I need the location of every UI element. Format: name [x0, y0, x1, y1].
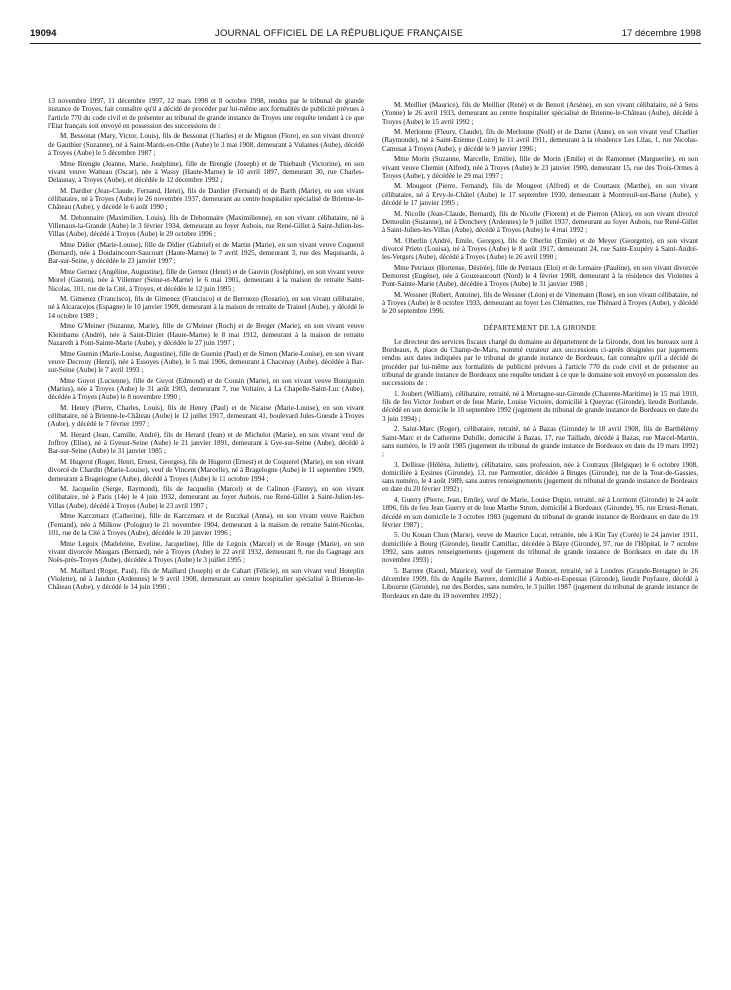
- header-rule: [30, 43, 701, 44]
- paragraph: M. Bessonat (Mary, Victor, Louis), fils de Bessonat (Charles) et de Mignon (Flore), en son vivant divorcé de Gauthier (Suzanne), né à Saint-Mards-en-Othe (Aube) le 3 mai 1908, demeurant à Vulaines (Aube), décédé à Troyes (Aube) le 5 décembre 1987 ;: [48, 132, 364, 157]
- paragraph: M. Oberlin (André, Emile, Georges), fils de Oberlin (Emile) et de Meyer (Georgette), en son vivant divorcé Prieto (Louisa), né à Troyes (Aube) le 8 août 1917, demeurant 24, rue Saint-Exupéry à Saint-André-les-Vergers (Aube), décédé à Troyes (Aube) le 26 avril 1990 ;: [382, 236, 698, 262]
- paragraph: M. Herard (Jean, Camille, André), fils de Herard (Jean) et de Michelot (Marie), en son vivant veuf de Joffroy (Elise), né à Gyesur-Seine (Aube) le 21 janvier 1891, demeurant à Gye-sur-Seine (Aube), décédé à Bar-sur-Seine (Aube) le 31 janvier 1985 ;: [48, 430, 364, 456]
- paragraph: Mme G'Meiner (Suzanne, Marie), fille de G'Meiner (Roch) et de Breger (Marie), en son vivant veuve Kleinhams (André), née à Saint-Dizier (Haute-Marne) le 8 mai 1912, demeurant à la maison de retraite Nazareth à Pont-Sainte-Marie (Aube), y décédée le 27 juin 1997 ;: [48, 322, 364, 347]
- paragraph: M. Dardier (Jean-Claude, Fernand, Henri), fils de Dardier (Fernand) et de Barth (Marie), en son vivant célibataire, né à Troyes (Aube) le 26 novembre 1937, demeurant au centre hospitalier spécialisé de Brienne-le-Château (Aube), y décédé le 6 août 1990 ;: [48, 186, 364, 212]
- paragraph: M. Jacquelin (Serge, Raymond), fils de Jacquelin (Marcel) et de Calinon (Fanny), en son vivant célibataire, né à Paris (14e) le 4 juin 1932, demeurant au foyer Aubois, rue René-Gillet à Saint-Julien-les-Villas (Aube), décédé à Troyes (Aube) le 23 avril 1997 ;: [48, 485, 364, 510]
- paragraph: Mme Karczmarz (Catherine), fille de Karczmarz et de Ruczkal (Anna), en son vivant veuve Raichon (Fernand), née à Milkow (Pologne) le 21 novembre 1904, demeurant à la maison de retraite Saint-Nicolas, 101, rue de la Cité à Troyes (Aube), décédée le 20 janvier 1996 ;: [48, 512, 364, 537]
- paragraph: M. Nicolle (Jean-Claude, Bernard), fils de Nicolle (Florent) et de Pierron (Alice), en son vivant divorcé Demoulin (Suzanne), né à Donchery (Ardennes) le 9 juillet 1937, demeurant au foyer Aubois, rue René-Gillet à Saint-Julien-les-Villas (Aube), décédé à Troyes (Aube) le 4 mai 1992 ;: [382, 209, 698, 235]
- section-title: DÉPARTEMENT DE LA GIRONDE: [483, 323, 597, 332]
- paragraph: Mme Guenin (Marie-Louise, Augustine), fille de Guenin (Paul) et de Simon (Marie-Louise), en son vivant veuve Decrouy (Henri), née à Essoyes (Aube), le 5 mai 1906, demeurant à Chacenay (Aube), décédée à Bar-sur-Seine (Aube) le 7 avril 1993 ;: [48, 349, 364, 375]
- paragraph: Mme Legoix (Madeleine, Eveline, Jacqueline), fille de Legoix (Marcel) et de Rouge (Marie), en son vivant divorcée Maugars (Bernard), née à Troyes (Aube) le 22 avril 1932, demeurant 9, rue du Gagnage aux Noës-près-Troyes (Aube), décédée à Troyes (Aube) le 3 juillet 1995 ;: [48, 539, 364, 564]
- paragraph: M. Meillier (Maurice), fils de Meillier (René) et de Benoit (Arsène), en son vivant célibataire, né à Sens (Yonne) le 26 avril 1933, demeurant au centre hospitalier spécialisé de Brienne-le-Château (Aube), décédé à Troyes (Aube) le 15 avril 1992 ;: [382, 101, 698, 126]
- paragraph: Mme Didier (Marie-Louise), fille de Didier (Gabriel) et de Martin (Marie), en son vivant veuve Coquerel (Bernard), née à Doulaincourt-Saucourt (Haute-Marne) le 7 avril 1925, demeurant 3, rue des Maquisards, à Bar-sur-Seine, y décédée le 23 janvier 1997 ;: [48, 240, 364, 266]
- paragraph: 5. Ou Kouan Chun (Marie), veuve de Maurice Lucat, retraitée, née à Kin Tay (Corée) le 24 janvier 1911, domiciliée à Bourg (Gironde), lieudit Camillac, décédée à Blaye (Gironde), 97, rue de l'Hôpital, le 7 octobre 1992, sans autres renseignements (jugement du tribunal de grande instance de Bordeaux en date du 18 novembre 1993) ;: [382, 531, 698, 565]
- paragraph: 4. Guerry (Pierre, Jean, Emile), veuf de Marie, Louise Dupin, retraité, né à Lormont (Gironde) le 24 août 1896, fils de feu Jean Guerry et de feue Marthe Strom, domicilié à Bordeaux (Gironde), 95, rue Ernest-Renan, décédé en son domicile le 3 octobre 1983 (jugement du tribunal de grande instance de Bordeaux en date du 19 février 1987) ;: [382, 496, 698, 529]
- right-column: [382, 101, 698, 602]
- paragraph: M. Maillard (Roger, Paul), fils de Maillard (Joseph) et de Cahart (Félicie), en son vivant veuf Hoteplin (Violette), né à Jandun (Ardennes) le 9 avril 1908, demeurant au centre hospitalier spécialisé à Brienne-le-Château (Aube), y décédé le 14 juin 1990 ;: [48, 566, 364, 592]
- paragraph: Mme Morin (Suzanne, Marcelle, Emilie), fille de Morin (Emile) et de Ramonnet (Marguerite), en son vivant veuve Chemin (Alfred), née à Troyes (Aube) le 23 janvier 1900, demeurant 15, rue des Trois-Ormes à Troyes (Aube), y décédée le 29 mai 1997 ;: [382, 155, 698, 180]
- paragraph: M. Debonnaire (Maximilien, Louis), fils de Debonnaire (Maximilienne), en son vivant célibataire, né à Villenaux-la-Grande (Aube) le 3 février 1934, demeurant au foyer Aubois, rue René-Gillet à Saint-Julien-les-Villas (Aube), décédé à Troyes (Aube) le 29 octobre 1996 ;: [48, 213, 364, 239]
- paragraph: Mme Petriaux (Hortense, Désirée), fille de Petriaux (Eloi) et de Lemaire (Pauline), en son vivant divorcée Demorest (Eugène), née à Gouzeaucourt (Nord) le 4 février 1908, demeurant à la résidence des Violettes à Pont-Sainte-Marie (Aube), décédée à Troyes (Aube) le 31 janvier 1988 ;: [382, 263, 698, 289]
- paragraph: M. Merlonne (Fleury, Claude), fils de Merlonne (Noël) et de Darne (Anne), en son vivant veuf Charlier (Raymonde), né à Saint-Etienne (Loire) le 11 avril 1911, demeurant à la résidence Les Lilas, 1, rue Nicolas-Camusat à Troyes (Aube), y décédé le 9 janvier 1996 ;: [382, 128, 698, 153]
- journal-title: JOURNAL OFFICIEL DE LA RÉPUBLIQUE FRANÇAISE: [215, 27, 464, 39]
- paragraph: Mme Guyot (Lucienne), fille de Guyot (Edmond) et de Cousin (Marie), en son vivant veuve Bourgouin (Marius), née à Troyes (Aube) le 31 août 1903, demeurant 7, rue Voltaire, à La Chapelle-Saint-Luc (Aube), décédée à Troyes (Aube) le 8 novembre 1990 ;: [48, 376, 364, 402]
- paragraph: M. Gimenez (Francisco), fils de Gimenez (Francisco) et de Berruezo (Rosario), en son vivant célibataire, né à Alcaracejos (Espagne) le 10 janvier 1909, demeurant à la maison de retraite de Trainel (Aube), y décédé le 14 octobre 1989 ;: [48, 295, 364, 320]
- page-header: [30, 26, 701, 40]
- paragraph: 13 novembre 1997, 11 décembre 1997, 12 mars 1998 et 8 octobre 1998, rendus par le tribunal de grande instance de Troyes, fait connaître qu'il a décidé de procéder par lui-même aux formalités de publicité prévues à l'article 770 du code civil et de présenter au tribunal de grande instance de Troyes une requête tendant à ce que l'Etat français soit envoyé en possession des successions de :: [48, 97, 364, 130]
- paragraph: Mme Gernez (Angéline, Augustine), fille de Gernez (Henri) et de Gauvin (Joséphine), en son vivant veuve Morel (Gaston), née à Villemer (Seine-et-Marne) le 6 mai 1901, demeurant à la maison de retraite Saint-Nicolas, 101, rue de la Cité, à Troyes, et décédée le 12 juin 1995 ;: [48, 268, 364, 293]
- issue-date: 17 décembre 1998: [621, 27, 701, 39]
- paragraph: 2. Saint-Marc (Roger), célibataire, retraité, né à Bazas (Gironde) le 18 avril 1908, fils de Barthélémy Saint-Marc et de Catherine Dubille, domicilié à Bazas, 17, rue Taillade, décédé à Bazas, rue Marcel-Martin, sans numéro, le 19 août 1985 (jugement du tribunal de grande instance de Bordeaux en date du 19 mars 1992) ;: [382, 425, 698, 459]
- paragraph: Le directeur des services fiscaux chargé du domaine au département de la Gironde, dont les bureaux sont à Bordeaux, 8, place du Champ-de-Mars, nommé curateur aux successions ci-après désignées par jugements rendus aux dates indiquées par le tribunal de grande instance de Bordeaux, fait connaître qu'il a décidé de procéder par lui-même aux formalités de publicité prévues à l'article 770 du code civil et de présenter au tribunal de grande instance de Bordeaux une requête tendant à ce que le domaine soit envoyé en possession des successions de :: [382, 337, 698, 388]
- page-number: 19094: [30, 27, 57, 39]
- paragraph: M. Hugerot (Roger, Henri, Ernest, Georges), fils de Hugerot (Ernest) et de Coquerel (Marie), en son vivant divorcé de Chardin (Marie-Louise), veuf de Vincent (Marcelle), né à Bragelogne (Aube) le 11 septembre 1909, demeurant à Bragelogne (Aube), décédé à Troyes (Aube) le 11 octobre 1994 ;: [48, 458, 364, 483]
- paragraph: M. Henry (Pierre, Charles, Louis), fils de Henry (Paul) et de Nicaise (Marie-Louise), en son vivant célibataire, né à Brienne-le-Château (Aube) le 12 juillet 1917, demeurant 41, boulevard Jules-Guesde à Troyes (Aube), y décédé le 7 février 1997 ;: [48, 403, 364, 429]
- paragraph: M. Mougeot (Pierre, Fernand), fils de Mougeot (Alfred) et de Courtaux (Marthe), en son vivant célibataire, né à Ervy-le-Châtel (Aube) le 17 septembre 1930, demeurant à Montreuil-sur-Barse (Aube), y décédé le 17 janvier 1995 ;: [382, 182, 698, 207]
- paragraph: 3. Dellisse (Héléna, Juliette), célibataire, sans profession, née à Coutraux (Belgique) le 6 octobre 1908, domiciliée à Eysines (Gironde), 13, rue Parmentier, décédée à Bruges (Gironde), rue de la Tour-de-Gassies, sans numéro, le 4 août 1989, sans autres renseignements (jugement du tribunal de grande instance de Bordeaux en date du 20 février 1992) ;: [382, 460, 698, 494]
- paragraph: 5. Barrere (Raoul, Maurice), veuf de Germaine Roncet, retraité, né à Londres (Grande-Bretagne) le 26 décembre 1909, fils de Angèle Barrere, domicilié à Aubie-et-Espessas (Gironde), lieudit Puyfaure, décédé à Libourne (Gironde), rue des Bordes, sans numéro, le 3 juillet 1987 (jugement du tribunal de grande instance de Bordeaux en date du 19 novembre 1992) ;: [382, 566, 698, 600]
- paragraph: 1. Joubert (William), célibataire, retraité, né à Mortagne-sur-Gironde (Charente-Maritime) le 15 mai 1910, fils de feu Victor Joubert et de feue Marie, Louise Victoire, domicilié à Queyrac (Gironde), lieudit Borilande, décédé en son domicile le 10 septembre 1992 (jugement du tribunal de grande instance de Bordeaux en date du 3 juin 1994) ;: [382, 389, 698, 423]
- left-column: [48, 97, 364, 594]
- paragraph: M. Wessner (Robert, Antoine), fils de Wessner (Léon) et de Vittemann (Rose), en son vivant célibataire, né à Troyes (Aube) le 8 octobre 1933, demeurant au foyer Les Clématites, rue Thénard à Troyes (Aube), y décédé le 20 septembre 1996.: [382, 290, 698, 316]
- paragraph: Mme Brengle (Jeanne, Marie, Joséphine), fille de Brengle (Joseph) et de Thiebault (Victorine), en son vivant veuve Watteau (Oscar), née à Wassy (Haute-Marne) le 10 avril 1897, demeurant 30, rue Charles-Delaunay, à Troyes (Aube), et décédée le 12 décembre 1992 ;: [48, 159, 364, 185]
